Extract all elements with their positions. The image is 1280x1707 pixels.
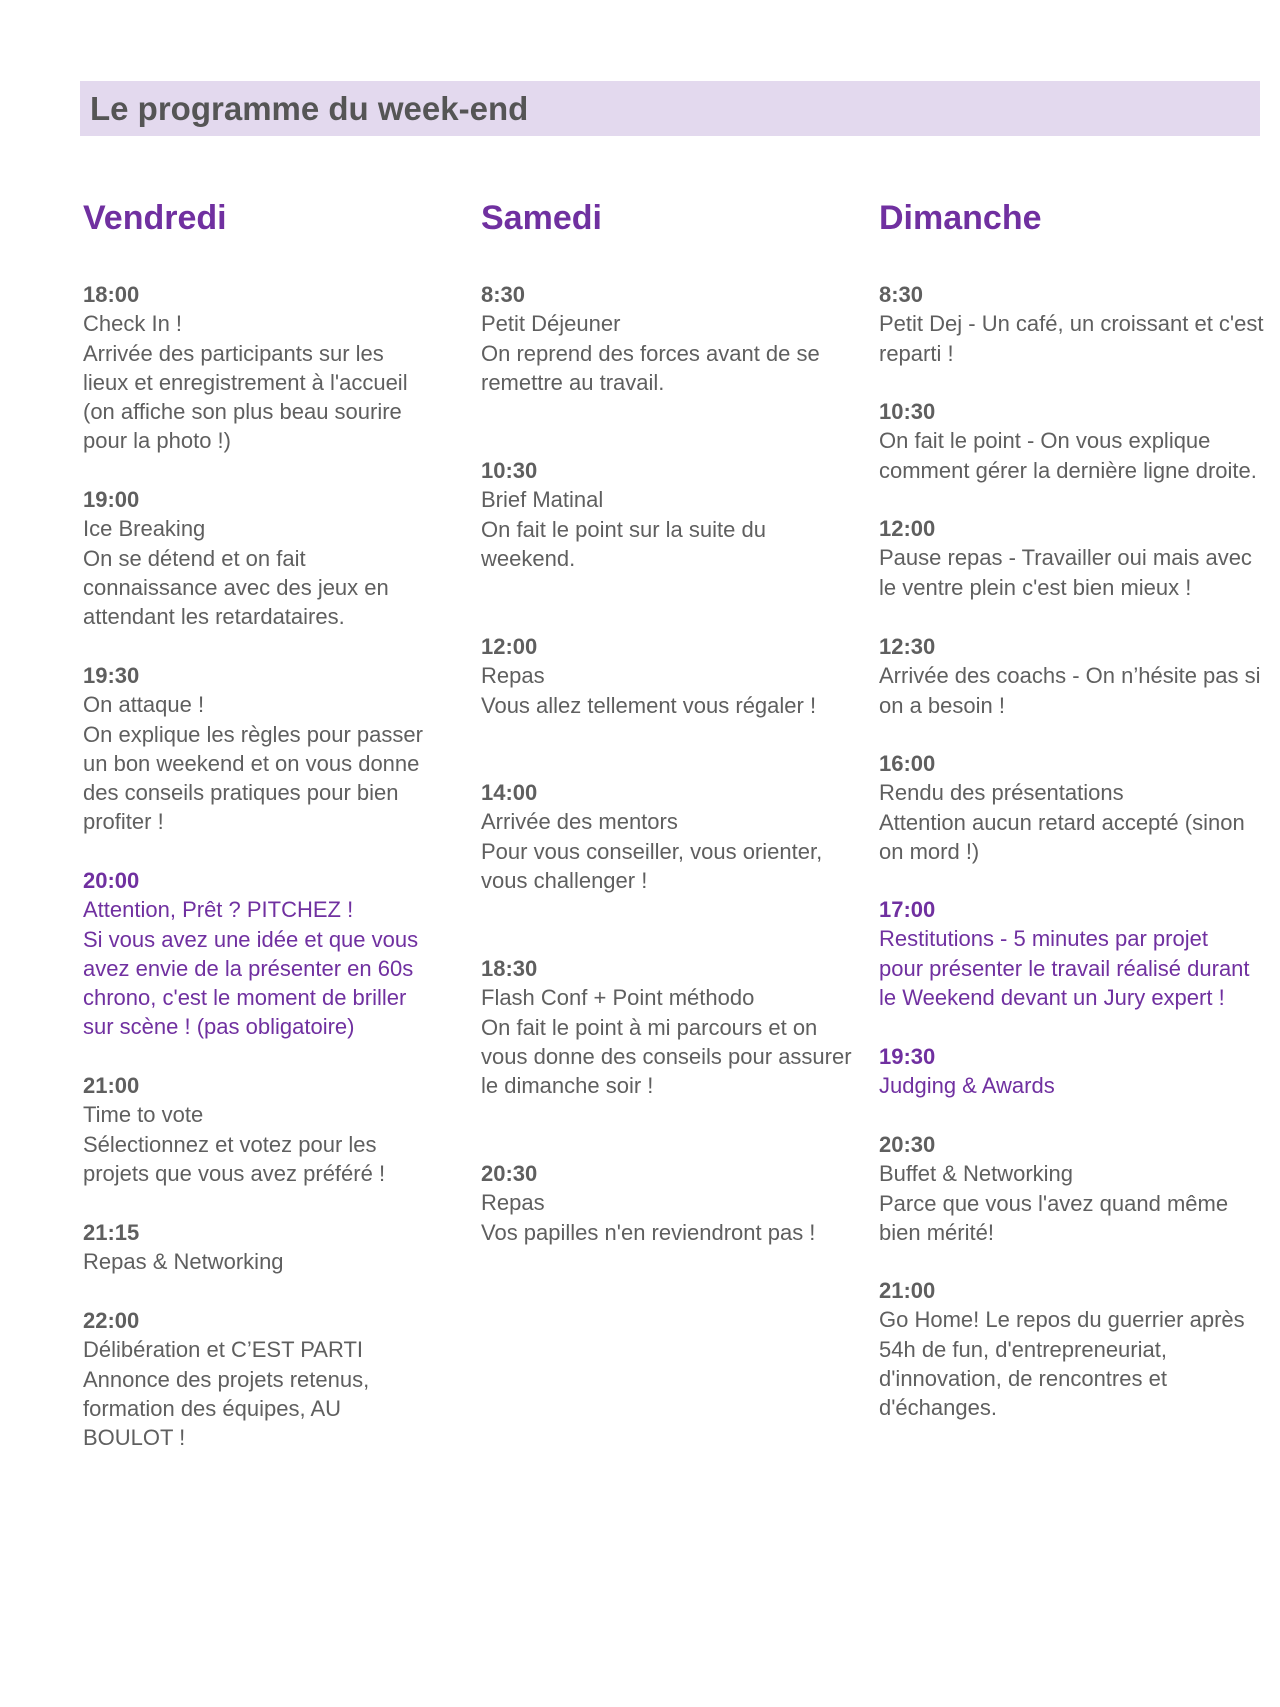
event-line: 54h de fun, d'entrepreneuriat, <box>879 1336 1167 1362</box>
page-title: Le programme du week-end <box>90 90 529 127</box>
event-line: Petit Déjeuner <box>481 311 621 337</box>
event-line: profiter ! <box>83 809 164 835</box>
day-column-vendredi <box>83 190 483 1530</box>
event-line: On fait le point sur la suite du <box>481 516 766 542</box>
event-time: 20:30 <box>481 1161 538 1186</box>
event-time: 21:00 <box>879 1278 936 1303</box>
event-line: un bon weekend et on vous donne <box>83 750 420 776</box>
event-time: 22:00 <box>83 1308 140 1333</box>
event-line: reparti ! <box>879 340 954 366</box>
event-list <box>879 280 1279 1530</box>
event-line: connaissance avec des jeux en <box>83 574 389 600</box>
event-line: d'échanges. <box>879 1395 997 1421</box>
event-time: 21:00 <box>83 1073 140 1098</box>
day-title: Vendredi <box>83 199 227 237</box>
event-time: 8:30 <box>879 282 924 307</box>
event-line: BOULOT ! <box>83 1425 186 1451</box>
event <box>481 778 881 895</box>
event-line: On explique les règles pour passer <box>83 721 423 747</box>
event-line: on mord !) <box>879 838 980 864</box>
event-line: lieux et enregistrement à l'accueil <box>83 369 408 395</box>
event-time: 12:00 <box>481 634 538 659</box>
event-time: 12:00 <box>879 516 936 541</box>
event-line: Sélectionnez et votez pour les <box>83 1131 377 1157</box>
event-line: projets que vous avez préféré ! <box>83 1160 386 1186</box>
event-line: bien mérité! <box>879 1219 994 1245</box>
day-column-samedi <box>481 190 881 1530</box>
day-title: Dimanche <box>879 199 1042 237</box>
event-line: Go Home! Le repos du guerrier après <box>879 1307 1245 1333</box>
event <box>83 1306 483 1452</box>
event-time: 20:00 <box>83 868 140 893</box>
event-line: (on affiche son plus beau sourire <box>83 399 402 425</box>
event-line: remettre au travail. <box>481 369 665 395</box>
event <box>83 280 483 456</box>
event-line: On fait le point à mi parcours et on <box>481 1014 818 1040</box>
event-line: Arrivée des coachs - On n’hésite pas si <box>879 663 1261 689</box>
event-line: sur scène ! (pas obligatoire) <box>83 1014 355 1040</box>
event-line: Pause repas - Travailler oui mais avec <box>879 545 1252 571</box>
event-line: On fait le point - On vous explique <box>879 428 1211 454</box>
event-line: le Weekend devant un Jury expert ! <box>879 984 1225 1010</box>
event-time: 17:00 <box>879 897 936 922</box>
event-time: 18:30 <box>481 956 538 981</box>
event-line: chrono, c'est le moment de briller <box>83 985 407 1011</box>
event-line: On attaque ! <box>83 692 205 718</box>
event <box>879 749 1279 866</box>
event-line: Vos papilles n'en reviendront pas ! <box>481 1219 816 1245</box>
event-time: 14:00 <box>481 780 538 805</box>
event-time: 16:00 <box>879 751 936 776</box>
event-time: 19:30 <box>83 663 140 688</box>
event-time: 20:30 <box>879 1132 936 1157</box>
event-time: 19:30 <box>879 1044 936 1069</box>
event-line: comment gérer la dernière ligne droite. <box>879 457 1257 483</box>
event-highlight <box>879 1042 1279 1101</box>
event-line: d'innovation, de rencontres et <box>879 1365 1167 1391</box>
event-line: On reprend des forces avant de se <box>481 340 820 366</box>
day-title: Samedi <box>481 199 602 237</box>
event-line: Vous allez tellement vous régaler ! <box>481 692 817 718</box>
event <box>481 954 881 1100</box>
event-highlight <box>879 895 1279 1012</box>
event <box>83 1218 483 1277</box>
event <box>879 280 1279 368</box>
event-time: 18:00 <box>83 282 140 307</box>
event <box>83 485 483 631</box>
event-line: Buffet & Networking <box>879 1161 1074 1187</box>
event-list <box>481 280 881 1530</box>
day-column-dimanche <box>879 190 1279 1530</box>
event-line: Flash Conf + Point méthodo <box>481 985 755 1011</box>
event-line: des conseils pratiques pour bien <box>83 780 399 806</box>
event-line: On se détend et on fait <box>83 545 306 571</box>
event-list <box>83 280 483 1530</box>
event-line: pour présenter le travail réalisé durant <box>879 955 1250 981</box>
event-line: Parce que vous l'avez quand même <box>879 1190 1229 1216</box>
event-time: 10:30 <box>481 458 538 483</box>
event-line: Annonce des projets retenus, <box>83 1366 370 1392</box>
event <box>481 1159 881 1247</box>
event-line: le ventre plein c'est bien mieux ! <box>879 574 1192 600</box>
event-line: Pour vous conseiller, vous orienter, <box>481 838 823 864</box>
event-line: Arrivée des participants sur les <box>83 340 384 366</box>
event-line: Repas & Networking <box>83 1249 284 1275</box>
event-line: Délibération et C’EST PARTI <box>83 1337 364 1363</box>
event-line: Arrivée des mentors <box>481 809 678 835</box>
event <box>481 280 881 397</box>
event-highlight <box>83 866 483 1042</box>
title-bar <box>80 81 1260 136</box>
event-line: Attention aucun retard accepté (sinon <box>879 809 1245 835</box>
event-time: 19:00 <box>83 487 140 512</box>
event-line: attendant les retardataires. <box>83 604 345 630</box>
event-line: Judging & Awards <box>879 1073 1055 1099</box>
event-time: 10:30 <box>879 399 936 424</box>
event-time: 8:30 <box>481 282 526 307</box>
event <box>879 397 1279 485</box>
event <box>83 1071 483 1188</box>
event-line: avez envie de la présenter en 60s <box>83 955 414 981</box>
event-line: Restitutions - 5 minutes par projet <box>879 926 1208 952</box>
event <box>83 661 483 837</box>
event-line: Repas <box>481 1190 545 1216</box>
event <box>481 456 881 573</box>
event-line: Petit Dej - Un café, un croissant et c'est <box>879 311 1264 337</box>
event-line: Repas <box>481 663 545 689</box>
event-line: on a besoin ! <box>879 692 1005 718</box>
event <box>879 1276 1279 1422</box>
event <box>879 514 1279 602</box>
event-time: 21:15 <box>83 1220 140 1245</box>
event-line: Time to vote <box>83 1102 204 1128</box>
event-line: Attention, Prêt ? PITCHEZ ! <box>83 897 354 923</box>
event-line: pour la photo !) <box>83 428 231 454</box>
event-line: Si vous avez une idée et que vous <box>83 926 419 952</box>
event-line: vous challenger ! <box>481 867 648 893</box>
event-line: vous donne des conseils pour assurer <box>481 1043 852 1069</box>
event <box>879 1130 1279 1247</box>
event-line: Check In ! <box>83 311 183 337</box>
event-time: 12:30 <box>879 634 936 659</box>
event-line: weekend. <box>481 545 576 571</box>
event <box>481 632 881 720</box>
event-line: formation des équipes, AU <box>83 1395 342 1421</box>
event <box>879 632 1279 720</box>
event-line: Ice Breaking <box>83 516 206 542</box>
event-line: Brief Matinal <box>481 487 604 513</box>
event-line: le dimanche soir ! <box>481 1073 654 1099</box>
event-line: Rendu des présentations <box>879 780 1124 806</box>
